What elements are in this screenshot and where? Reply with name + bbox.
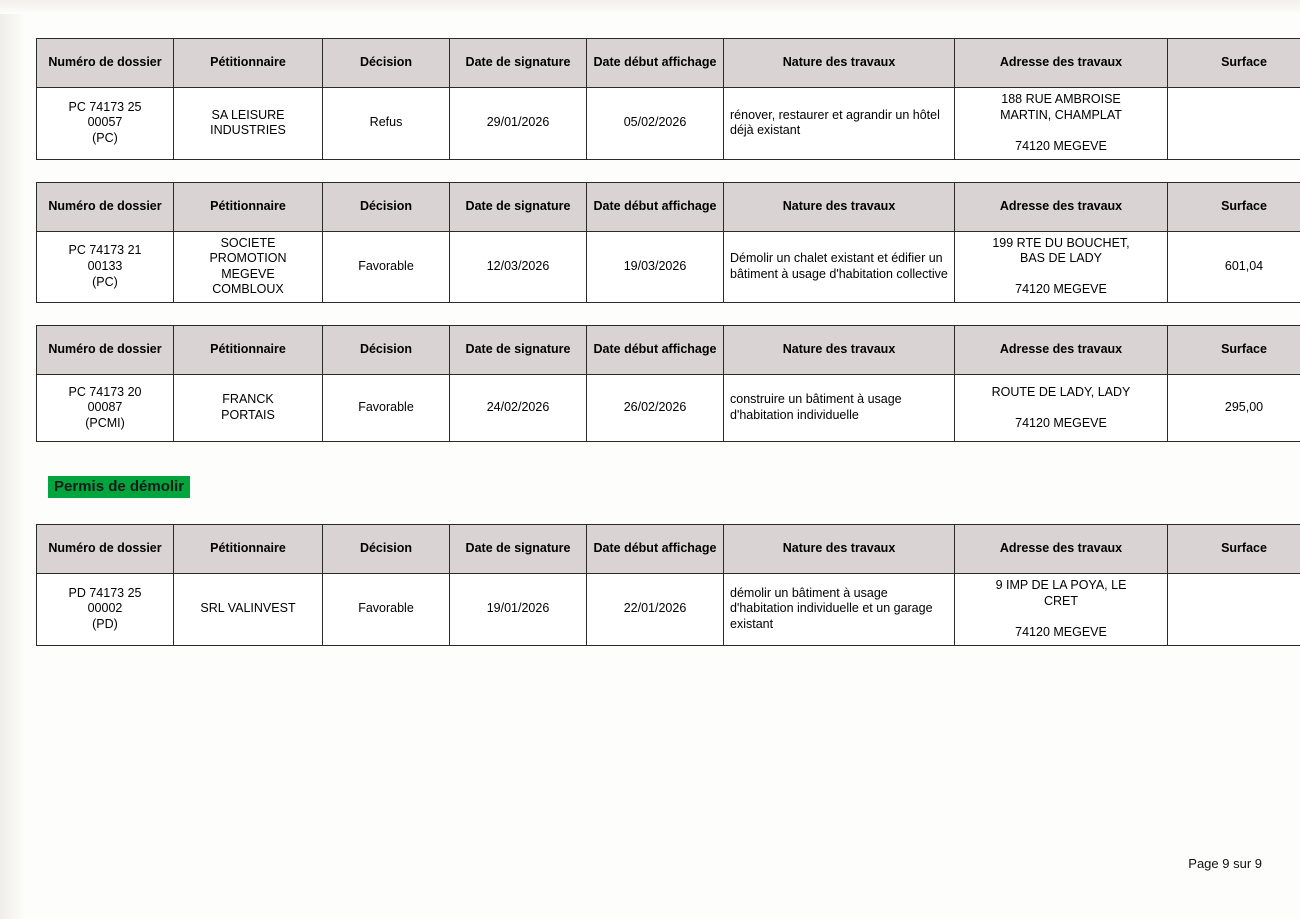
cell-adresse xyxy=(955,231,1168,303)
cell-date-affichage: 22/01/2026 xyxy=(587,574,724,646)
column-header-petitionnaire: Pétitionnaire xyxy=(174,525,323,574)
column-header-nature: Nature des travaux xyxy=(724,525,955,574)
column-header-surface: Surface xyxy=(1168,39,1300,88)
column-header-line: Date de xyxy=(465,342,511,357)
cell-line: FRANCK xyxy=(222,392,274,407)
cell-line: COMBLOUX xyxy=(212,282,284,297)
cell-adresse xyxy=(955,574,1168,646)
cell-nature: démolir un bâtiment à usage d'habitation individuelle et un garage existant xyxy=(724,574,955,646)
permit-table xyxy=(36,325,1300,442)
cell-nature: Démolir un chalet existant et édifier un bâtiment à usage d'habitation collective xyxy=(724,231,955,303)
column-header-date-affichage xyxy=(587,525,724,574)
table-header-row xyxy=(37,525,1300,574)
column-header-petitionnaire: Pétitionnaire xyxy=(174,39,323,88)
cell-numero xyxy=(37,231,174,303)
column-header-decision: Décision xyxy=(323,326,450,375)
cell-line: (PC) xyxy=(92,131,118,146)
cell-line: 74120 MEGEVE xyxy=(1015,282,1107,297)
section-title-permis-de-demolir: Permis de démolir xyxy=(48,476,190,498)
column-header-line: Date de xyxy=(465,55,511,70)
cell-surface: 295,00 xyxy=(1168,375,1300,442)
cell-line xyxy=(961,123,1161,139)
cell-date-affichage: 19/03/2026 xyxy=(587,231,724,303)
column-header-line: Date début xyxy=(593,198,659,213)
column-header-line: signature xyxy=(514,541,571,556)
cell-surface xyxy=(1168,574,1300,646)
column-header-line: Numéro de xyxy=(48,198,114,213)
column-header-line: affichage xyxy=(661,55,717,70)
cell-line: 74120 MEGEVE xyxy=(1015,624,1107,639)
table-header-row xyxy=(37,39,1300,88)
cell-line: PORTAIS xyxy=(221,408,275,422)
column-header-nature: Nature des travaux xyxy=(724,182,955,231)
cell-line: BAS DE LADY xyxy=(1020,251,1102,266)
table-row xyxy=(37,375,1300,442)
cell-date-affichage: 26/02/2026 xyxy=(587,375,724,442)
permit-table xyxy=(36,38,1300,160)
scan-edge-top xyxy=(0,0,1300,14)
cell-adresse xyxy=(955,88,1168,160)
cell-decision: Favorable xyxy=(323,375,450,442)
cell-line: CRET xyxy=(1043,593,1079,608)
cell-line: PC 74173 25 xyxy=(68,99,142,114)
cell-line: SOCIETE xyxy=(220,235,276,250)
cell-petitionnaire xyxy=(174,375,323,442)
cell-petitionnaire: SRL VALINVEST xyxy=(174,574,323,646)
column-header-date-affichage xyxy=(587,182,724,231)
cell-line: PD 74173 25 xyxy=(68,585,142,600)
cell-line: (PCMI) xyxy=(85,415,125,430)
column-header-line: Date de xyxy=(465,541,511,556)
column-header-line: Date début xyxy=(593,541,659,556)
cell-line: (PC) xyxy=(92,274,118,289)
column-header-petitionnaire: Pétitionnaire xyxy=(174,182,323,231)
cell-line: 188 RUE AMBROISE xyxy=(1001,92,1121,106)
table-row xyxy=(37,231,1300,303)
column-header-line: Date de xyxy=(465,198,511,213)
column-header-date-affichage xyxy=(587,326,724,375)
cell-numero xyxy=(37,375,174,442)
cell-line: (PD) xyxy=(92,617,118,632)
cell-numero xyxy=(37,88,174,160)
column-header-line: Numéro de xyxy=(48,541,114,556)
column-header-adresse: Adresse des travaux xyxy=(955,182,1168,231)
column-header-line: Date début xyxy=(593,342,659,357)
column-header-line: Numéro de xyxy=(48,55,114,70)
column-header-surface: Surface xyxy=(1168,525,1300,574)
cell-date-signature: 29/01/2026 xyxy=(450,88,587,160)
cell-line: 00057 xyxy=(87,115,123,130)
cell-line: 00133 xyxy=(87,258,123,273)
column-header-line: dossier xyxy=(117,342,162,357)
column-header-line: dossier xyxy=(117,541,162,556)
column-header-numero xyxy=(37,182,174,231)
column-header-line: signature xyxy=(514,55,571,70)
cell-decision: Favorable xyxy=(323,231,450,303)
column-header-adresse: Adresse des travaux xyxy=(955,326,1168,375)
cell-surface: 601,04 xyxy=(1168,231,1300,303)
cell-line: 74120 MEGEVE xyxy=(1015,138,1107,153)
page-number-footer: Page 9 sur 9 xyxy=(1188,856,1262,871)
cell-line: 9 IMP DE LA POYA, LE xyxy=(995,578,1127,592)
column-header-line: dossier xyxy=(117,55,162,70)
cell-petitionnaire xyxy=(174,88,323,160)
column-header-surface: Surface xyxy=(1168,182,1300,231)
cell-nature: rénover, restaurer et agrandir un hôtel déjà existant xyxy=(724,88,955,160)
cell-decision: Favorable xyxy=(323,574,450,646)
cell-date-affichage: 05/02/2026 xyxy=(587,88,724,160)
column-header-line: affichage xyxy=(661,198,717,213)
table-header-row xyxy=(37,326,1300,375)
cell-line: INDUSTRIES xyxy=(210,123,286,138)
table-row xyxy=(37,574,1300,646)
cell-surface xyxy=(1168,88,1300,160)
cell-line: 00087 xyxy=(87,400,123,415)
document-content xyxy=(36,38,1267,668)
column-header-line: Numéro de xyxy=(48,342,114,357)
column-header-line: Date début xyxy=(593,55,659,70)
column-header-nature: Nature des travaux xyxy=(724,39,955,88)
cell-line: MEGEVE xyxy=(221,266,275,281)
cell-line: PC 74173 20 xyxy=(68,384,142,399)
cell-date-signature: 12/03/2026 xyxy=(450,231,587,303)
column-header-decision: Décision xyxy=(323,39,450,88)
cell-line: MARTIN, CHAMPLAT xyxy=(1000,107,1122,122)
cell-line xyxy=(961,267,1161,283)
column-header-numero xyxy=(37,39,174,88)
cell-decision: Refus xyxy=(323,88,450,160)
column-header-date-affichage xyxy=(587,39,724,88)
cell-line: PC 74173 21 xyxy=(68,243,142,258)
cell-line: ROUTE DE LADY, LADY xyxy=(991,384,1131,399)
column-header-adresse: Adresse des travaux xyxy=(955,525,1168,574)
column-header-surface: Surface xyxy=(1168,326,1300,375)
column-header-date-signature xyxy=(450,39,587,88)
column-header-date-signature xyxy=(450,326,587,375)
cell-petitionnaire xyxy=(174,231,323,303)
column-header-date-signature xyxy=(450,182,587,231)
column-header-decision: Décision xyxy=(323,182,450,231)
table-header-row xyxy=(37,182,1300,231)
cell-line: 199 RTE DU BOUCHET, xyxy=(992,235,1130,250)
cell-line: 00002 xyxy=(87,601,123,616)
cell-adresse xyxy=(955,375,1168,442)
permit-table xyxy=(36,524,1300,646)
column-header-date-signature xyxy=(450,525,587,574)
cell-line: 74120 MEGEVE xyxy=(1015,415,1107,430)
cell-line: PROMOTION xyxy=(209,251,287,266)
column-header-line: affichage xyxy=(661,342,717,357)
column-header-numero xyxy=(37,525,174,574)
column-header-decision: Décision xyxy=(323,525,450,574)
table-row xyxy=(37,88,1300,160)
column-header-line: signature xyxy=(514,198,571,213)
column-header-line: dossier xyxy=(117,198,162,213)
cell-date-signature: 24/02/2026 xyxy=(450,375,587,442)
column-header-line: affichage xyxy=(661,541,717,556)
scan-edge-left xyxy=(0,0,26,919)
permit-table xyxy=(36,182,1300,304)
cell-line xyxy=(961,609,1161,625)
cell-line xyxy=(961,400,1161,416)
column-header-petitionnaire: Pétitionnaire xyxy=(174,326,323,375)
column-header-numero xyxy=(37,326,174,375)
column-header-adresse: Adresse des travaux xyxy=(955,39,1168,88)
cell-nature: construire un bâtiment à usage d'habitation individuelle xyxy=(724,375,955,442)
cell-numero xyxy=(37,574,174,646)
cell-line: SA LEISURE xyxy=(211,107,285,122)
column-header-nature: Nature des travaux xyxy=(724,326,955,375)
cell-date-signature: 19/01/2026 xyxy=(450,574,587,646)
column-header-line: signature xyxy=(514,342,571,357)
